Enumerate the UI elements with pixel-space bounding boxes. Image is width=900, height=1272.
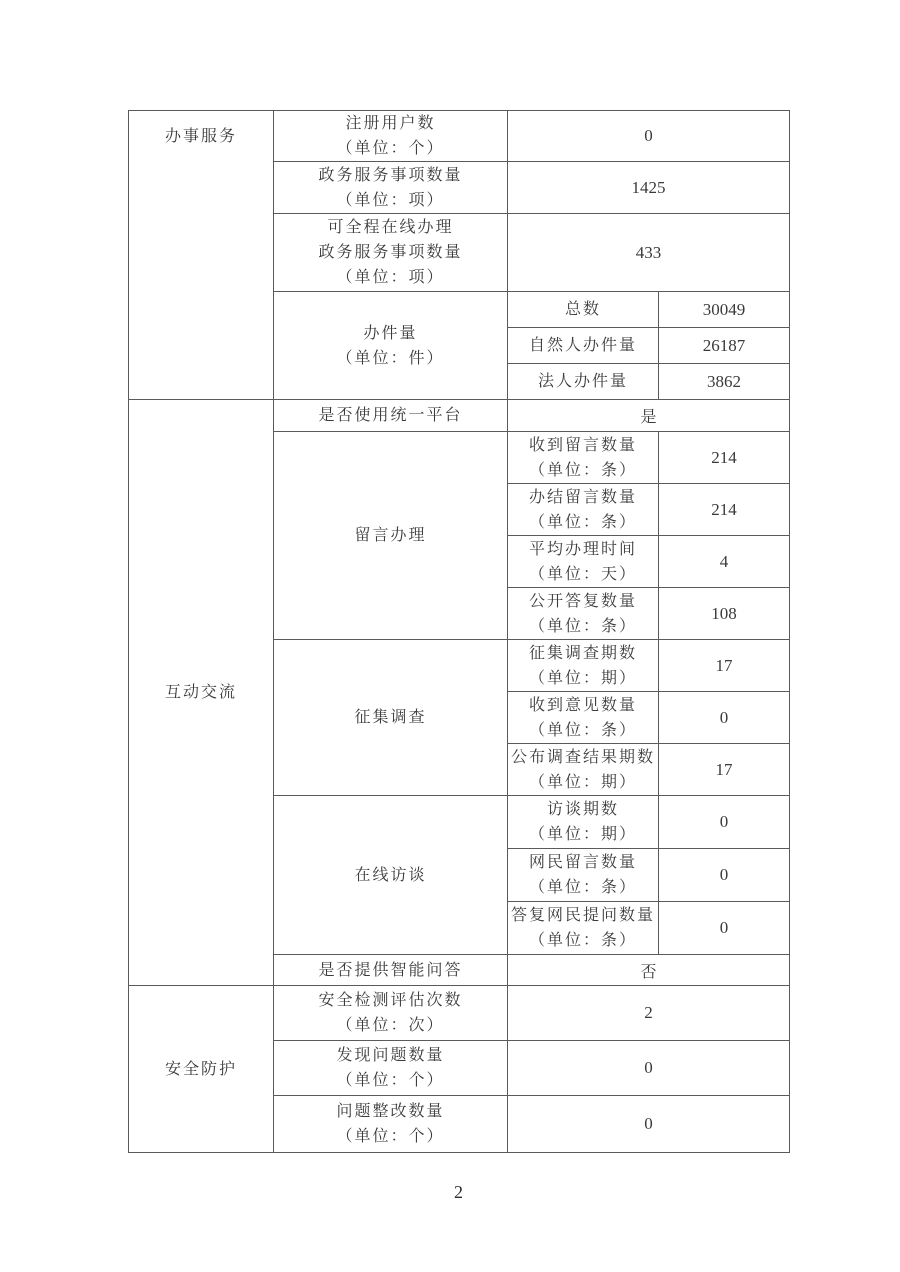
subitem-label-line: 自然人办件量 [528, 337, 637, 354]
subitem-unit-line: （单位：条） [528, 932, 637, 949]
item-label-line: 发现问题数量 [336, 1047, 445, 1064]
subitem-label-cell [508, 328, 659, 364]
item-label-line: 是否提供智能问答 [318, 961, 463, 979]
subitem-unit-line: （单位：条） [528, 721, 637, 739]
item-unit-line: （单位：个） [336, 140, 445, 157]
item-label-cell [274, 1041, 508, 1096]
subitem-value-cell: 214 [659, 484, 790, 536]
subitem-label-cell [508, 849, 659, 902]
subitem-label-line: 平均办理时间 [528, 540, 637, 558]
item-unit-line: （单位：次） [336, 1017, 445, 1034]
report-table [128, 110, 790, 1153]
subitem-unit-line: （单位：条） [528, 513, 637, 531]
subitem-label-cell [508, 796, 659, 849]
subitem-value-cell: 0 [659, 692, 790, 744]
subitem-unit-line: （单位：条） [528, 461, 637, 479]
item-label-cell [274, 162, 508, 214]
category-cell-interaction [129, 400, 274, 986]
group-label-line: 办件量 [363, 324, 418, 342]
item-label-line: 安全检测评估次数 [318, 992, 463, 1009]
item-label-line: 政务服务事项数量 [318, 244, 463, 261]
item-unit-line: （单位：项） [336, 191, 445, 209]
subitem-label-cell [508, 364, 659, 400]
subitem-label-line: 公开答复数量 [528, 592, 637, 610]
subitem-unit-line: （单位：天） [528, 565, 637, 583]
subitem-unit-line: （单位：条） [528, 617, 637, 635]
subitem-label-cell [508, 484, 659, 536]
item-label-line: 问题整改数量 [336, 1103, 445, 1120]
category-label: 办事服务 [164, 128, 237, 145]
group-label-line: 留言办理 [354, 527, 427, 544]
item-label-cell [274, 986, 508, 1041]
subitem-label-line: 总数 [564, 301, 601, 318]
item-unit-line: （单位：个） [336, 1128, 445, 1145]
subitem-value-cell: 30049 [659, 292, 790, 328]
subitem-value-cell: 26187 [659, 328, 790, 364]
subitem-value-cell: 4 [659, 536, 790, 588]
group-label-cell [274, 796, 508, 955]
subitem-value-cell: 214 [659, 432, 790, 484]
item-label-cell [274, 111, 508, 162]
subitem-label-line: 网民留言数量 [528, 854, 637, 871]
category-label: 安全防护 [164, 1060, 237, 1078]
subitem-label-line: 公布调查结果期数 [510, 748, 655, 766]
item-label-line: 注册用户数 [345, 115, 436, 132]
item-unit-line: （单位：个） [336, 1072, 445, 1089]
subitem-label-cell [508, 640, 659, 692]
item-label-cell [274, 1096, 508, 1153]
item-label-cell [274, 214, 508, 292]
item-unit-line: （单位：项） [336, 269, 445, 286]
item-value-cell: 0 [508, 1096, 790, 1153]
subitem-value-cell: 0 [659, 796, 790, 849]
item-value-cell: 0 [508, 1041, 790, 1096]
item-value-cell: 否 [508, 955, 790, 986]
group-label-line: 在线访谈 [354, 866, 427, 884]
group-label-cell [274, 292, 508, 400]
subitem-value-cell: 17 [659, 744, 790, 796]
subitem-label-line: 答复网民提问数量 [510, 907, 655, 924]
item-value-cell: 1425 [508, 162, 790, 214]
subitem-label-cell [508, 588, 659, 640]
subitem-label-cell [508, 744, 659, 796]
item-value-cell: 2 [508, 986, 790, 1041]
group-label-cell [274, 432, 508, 640]
item-value-cell: 433 [508, 214, 790, 292]
subitem-label-line: 访谈期数 [546, 801, 619, 818]
subitem-label-line: 法人办件量 [537, 373, 628, 390]
subitem-label-line: 收到留言数量 [528, 436, 637, 454]
item-label-line: 可全程在线办理 [327, 219, 454, 236]
subitem-label-cell [508, 902, 659, 955]
subitem-label-line: 办结留言数量 [528, 488, 637, 506]
subitem-value-cell: 17 [659, 640, 790, 692]
subitem-label-cell [508, 432, 659, 484]
item-label-cell [274, 955, 508, 986]
group-label-line: 征集调查 [354, 709, 427, 726]
subitem-label-cell [508, 692, 659, 744]
group-label-cell [274, 640, 508, 796]
subitem-value-cell: 0 [659, 849, 790, 902]
item-label-cell [274, 400, 508, 432]
subitem-unit-line: （单位：期） [528, 773, 637, 791]
subitem-label-line: 收到意见数量 [528, 696, 637, 714]
page-number: 2 [454, 1182, 463, 1202]
category-cell-office-services [129, 111, 274, 400]
category-cell-security [129, 986, 274, 1153]
item-label-line: 政务服务事项数量 [318, 166, 463, 184]
subitem-unit-line: （单位：期） [528, 826, 637, 843]
subitem-label-line: 征集调查期数 [528, 644, 637, 662]
subitem-unit-line: （单位：条） [528, 879, 637, 896]
group-unit-line: （单位：件） [336, 349, 445, 367]
category-label: 互动交流 [164, 684, 237, 701]
subitem-label-cell [508, 292, 659, 328]
subitem-value-cell: 0 [659, 902, 790, 955]
subitem-unit-line: （单位：期） [528, 669, 637, 687]
subitem-value-cell: 3862 [659, 364, 790, 400]
item-label-line: 是否使用统一平台 [318, 407, 463, 424]
item-value-cell: 是 [508, 400, 790, 432]
subitem-value-cell: 108 [659, 588, 790, 640]
item-value-cell: 0 [508, 111, 790, 162]
subitem-label-cell [508, 536, 659, 588]
